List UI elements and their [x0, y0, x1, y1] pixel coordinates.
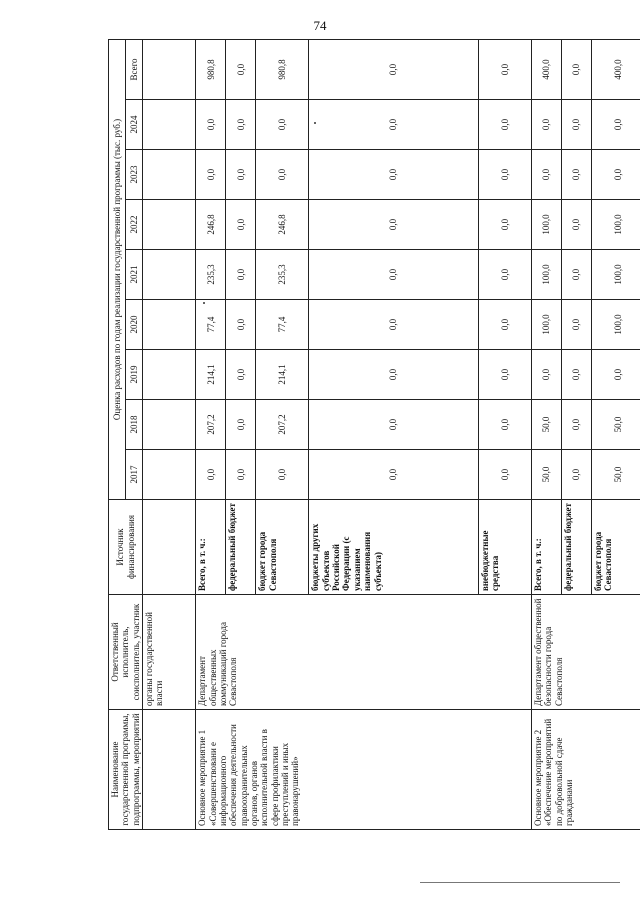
- year-value: 0,0: [309, 450, 478, 500]
- year-value: 0,0: [226, 200, 256, 250]
- year-value: 50,0: [592, 400, 640, 450]
- year-value: 0,0: [226, 350, 256, 400]
- year-value: 207,2: [256, 400, 309, 450]
- table-row: [532, 39, 562, 829]
- year-value: 0,0: [226, 150, 256, 200]
- year-value: 0,0: [256, 450, 309, 500]
- year-value: 100,0: [592, 200, 640, 250]
- funding-source: Всего, в т. ч.:: [196, 500, 226, 595]
- year-value: 77,4: [256, 300, 309, 350]
- header-name: Наименование государственной программы, подпрограммы, мероприятий: [109, 710, 143, 830]
- scan-speck: [314, 122, 316, 124]
- funding-source: бюджет города Севастополя: [592, 500, 640, 595]
- scan-speck: [203, 302, 205, 304]
- row-total: 0,0: [478, 39, 531, 99]
- year-value: 0,0: [562, 150, 592, 200]
- page-number: 74: [313, 18, 327, 33]
- funding-source: федеральный бюджет: [226, 500, 256, 595]
- year-value: 0,0: [309, 100, 478, 150]
- header-year: 2022: [126, 200, 143, 250]
- row-total: 0,0: [309, 39, 478, 99]
- year-value: 0,0: [226, 250, 256, 300]
- year-value: 0,0: [532, 150, 562, 200]
- year-value: 0,0: [478, 250, 531, 300]
- year-value: 100,0: [592, 300, 640, 350]
- measure-responsible: Департамент общественных коммуникаций города Севастополя: [196, 595, 532, 710]
- year-value: 214,1: [196, 350, 226, 400]
- year-value: 0,0: [196, 150, 226, 200]
- cell-empty: [143, 710, 196, 830]
- year-value: 0,0: [309, 350, 478, 400]
- year-value: 0,0: [562, 250, 592, 300]
- year-value: 0,0: [478, 300, 531, 350]
- header-responsible: Ответственный исполнитель, соисполнитель, участник: [109, 595, 143, 710]
- year-value: 0,0: [592, 100, 640, 150]
- funding-source: Всего, в т. ч.:: [532, 500, 562, 595]
- header-year: 2017: [126, 450, 143, 500]
- year-value: 214,1: [256, 350, 309, 400]
- year-value: 0,0: [309, 200, 478, 250]
- year-value: 100,0: [532, 250, 562, 300]
- year-value: 0,0: [478, 450, 531, 500]
- year-value: 0,0: [226, 300, 256, 350]
- header-year: 2024: [126, 100, 143, 150]
- year-value: 0,0: [478, 200, 531, 250]
- year-value: 50,0: [532, 400, 562, 450]
- funding-source: бюджет города Севастополя: [256, 500, 309, 595]
- year-value: 0,0: [309, 400, 478, 450]
- year-value: 77,4: [196, 300, 226, 350]
- table-body: [143, 39, 196, 829]
- year-value: 207,2: [196, 400, 226, 450]
- row-total: 400,0: [532, 39, 562, 99]
- year-value: 50,0: [532, 450, 562, 500]
- header-year: 2019: [126, 350, 143, 400]
- footer-rule: [420, 882, 620, 883]
- year-value: 0,0: [592, 150, 640, 200]
- row-total: 400,0: [592, 39, 640, 99]
- year-value: 0,0: [196, 450, 226, 500]
- year-value: 50,0: [592, 450, 640, 500]
- year-value: 0,0: [309, 300, 478, 350]
- year-value: 0,0: [478, 400, 531, 450]
- cell-responsible-continuation: органы государственной власти: [143, 595, 196, 710]
- cell-empty: [143, 500, 196, 595]
- year-value: 0,0: [196, 100, 226, 150]
- header-estimate: Оценка расходов по годам реализации государственной программы (тыс. руб.): [109, 39, 126, 499]
- year-value: 0,0: [562, 100, 592, 150]
- table-header: [109, 39, 143, 829]
- year-value: 0,0: [226, 100, 256, 150]
- year-value: 100,0: [532, 300, 562, 350]
- year-value: 0,0: [562, 350, 592, 400]
- measure-name: Основное мероприятие 1 «Совершенствовани е информационного обеспечения деятельности правоохранительных органов, органов исполнительной власти в сфере профилактики преступлений и иных правонарушений»: [196, 710, 532, 830]
- measure-name: Основное мероприятие 2 «Обеспечение мероприятий по добровольной сдаче гражданами: [532, 710, 640, 830]
- budget-table: [108, 39, 640, 830]
- header-year: 2020: [126, 300, 143, 350]
- year-value: 0,0: [256, 100, 309, 150]
- year-value: 0,0: [562, 400, 592, 450]
- header-year: 2023: [126, 150, 143, 200]
- header-year: 2018: [126, 400, 143, 450]
- measures-body: [196, 39, 640, 829]
- header-year: 2021: [126, 250, 143, 300]
- measure-responsible: Департамент общественной безопасности города Севастополя: [532, 595, 640, 710]
- year-value: 0,0: [478, 100, 531, 150]
- year-value: 0,0: [309, 150, 478, 200]
- year-value: 0,0: [532, 100, 562, 150]
- year-value: 0,0: [562, 450, 592, 500]
- year-value: 235,3: [196, 250, 226, 300]
- row-total: 980,8: [256, 39, 309, 99]
- funding-source: внебюджетные средства: [478, 500, 531, 595]
- header-total: Всего: [126, 39, 143, 99]
- year-value: 246,8: [196, 200, 226, 250]
- year-value: 235,3: [256, 250, 309, 300]
- year-value: 0,0: [562, 200, 592, 250]
- year-value: 0,0: [478, 150, 531, 200]
- year-value: 0,0: [562, 300, 592, 350]
- year-value: 0,0: [478, 350, 531, 400]
- year-value: 0,0: [309, 250, 478, 300]
- header-source: Источник финансирования: [109, 500, 143, 595]
- funding-source: федеральный бюджет: [562, 500, 592, 595]
- year-value: 0,0: [592, 350, 640, 400]
- year-value: 0,0: [226, 450, 256, 500]
- year-value: 100,0: [532, 200, 562, 250]
- year-value: 0,0: [256, 150, 309, 200]
- year-value: 0,0: [226, 400, 256, 450]
- year-value: 246,8: [256, 200, 309, 250]
- row-total: 0,0: [226, 39, 256, 99]
- row-total: 980,8: [196, 39, 226, 99]
- year-value: 0,0: [532, 350, 562, 400]
- funding-source: бюджеты других субъектов Российской Федерации (с указанием наименования субъекта): [309, 500, 478, 595]
- rotated-table-container: [108, 58, 638, 830]
- row-total: 0,0: [562, 39, 592, 99]
- table-row-continuation: [143, 39, 196, 829]
- year-value: 100,0: [592, 250, 640, 300]
- table-row: [196, 39, 226, 829]
